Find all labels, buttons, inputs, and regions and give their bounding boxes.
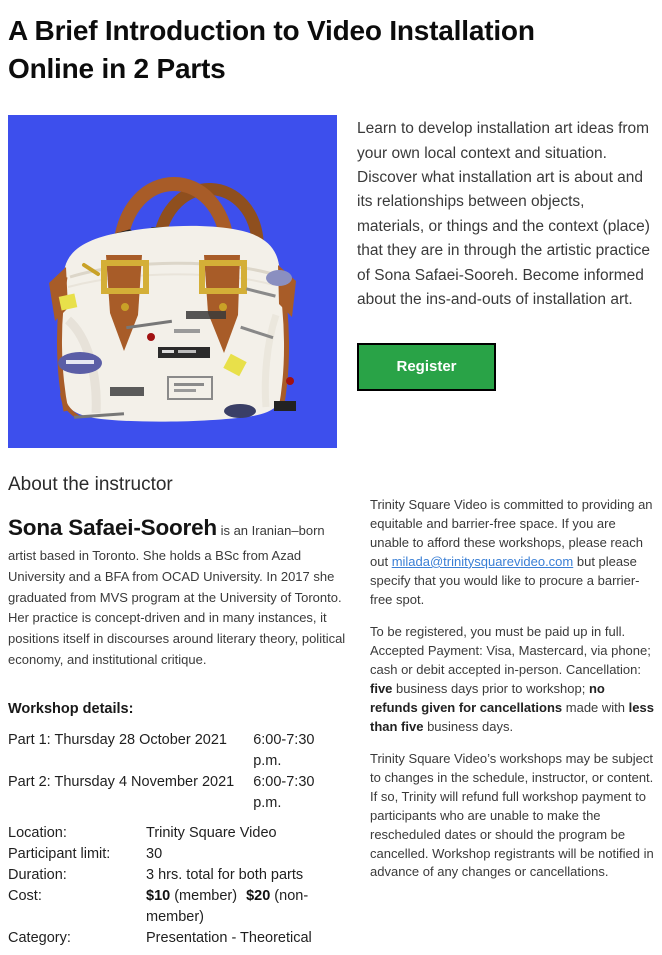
detail-label: Duration:: [8, 866, 67, 883]
part-time: 6:00-7:30 p.m.: [253, 731, 315, 769]
part-label: Part 2: Thursday 4 November 2021: [8, 773, 235, 790]
detail-row-cost: [8, 886, 346, 928]
detail-row-category: [8, 928, 346, 949]
detail-row-duration: [8, 865, 346, 886]
detail-label: Category:: [8, 929, 71, 946]
member-price: $10: [146, 887, 171, 904]
instructor-name: Sona Safaei-Sooreh: [8, 515, 217, 541]
detail-label: Cost:: [8, 887, 42, 904]
payment-policy-paragraph: [370, 623, 654, 737]
page-title-line1: A Brief Introduction to Video Installation: [8, 15, 535, 46]
hero-section: [8, 115, 654, 448]
detail-label: Location:: [8, 824, 67, 841]
hero-image: [8, 115, 337, 448]
instructor-column: [8, 474, 346, 949]
detail-value: Trinity Square Video: [146, 824, 277, 841]
nonmember-suffix: (non-member): [146, 887, 309, 925]
instructor-bio-text: is an Iranian–born artist based in Toronto. She holds a BSc from Azad University and a BFA from OCAD University. In 2017 she graduated from MVS program at the University of Toronto. Her practice is concept-driven and in many instances, it positions itself in discourses around literary theory, political economy, and institutional critique.: [8, 523, 346, 668]
policy-text: business days prior to workshop;: [392, 680, 589, 696]
detail-row-location: [8, 823, 346, 844]
workshop-description: Learn to develop installation art ideas from your own local context and situation. Discover what installation art is about and its relationships between objects, materials, or things and the context (place) that they are in through the artistic practice of Sona Safaei-Sooreh. Become informed about the ins-and-outs of installation art.: [357, 120, 650, 309]
policy-text: but please specify that you would like to procure a barrier-free spot.: [370, 553, 640, 607]
policy-bold-text: less than five: [370, 699, 654, 734]
policy-bold-text: no refunds given for cancellations: [370, 680, 605, 715]
detail-value: Presentation - Theoretical: [146, 929, 312, 946]
part-label: Part 1: Thursday 28 October 2021: [8, 731, 227, 748]
hero-description-column: [357, 115, 653, 448]
email-link[interactable]: milada@trinitysquarevideo.com: [391, 553, 574, 569]
part-row: [8, 730, 346, 772]
nonmember-price: $20: [246, 887, 271, 904]
detail-label: Participant limit:: [8, 845, 111, 862]
policy-bold-text: five: [370, 680, 393, 696]
workshop-parts: [8, 730, 346, 814]
details-section: [8, 474, 654, 949]
register-button[interactable]: Register: [357, 343, 496, 391]
part-time: 6:00-7:30 p.m.: [253, 773, 315, 811]
detail-value: 3 hrs. total for both parts: [146, 866, 304, 883]
policy-text: To be registered, you must be paid up in full. Accepted Payment: Visa, Mastercard, via phone; cash or debit accepted in-person. Cancellation:: [370, 623, 651, 677]
workshop-details-heading: Workshop details:: [8, 700, 134, 717]
policy-text: business days.: [423, 718, 514, 734]
policy-text: Trinity Square Video is committed to providing an equitable and barrier-free space. If you are unable to afford these workshops, please reach out: [370, 497, 653, 569]
accessibility-policy-paragraph: [370, 496, 654, 610]
detail-value: 30: [146, 845, 163, 862]
handbag-artwork-image: [8, 115, 337, 448]
page-title-line2: Online in 2 Parts: [8, 52, 226, 84]
policy-text: made with: [562, 699, 629, 715]
schedule-change-policy-paragraph: Trinity Square Video’s workshops may be subject to changes in the schedule, instructor, or content. If so, Trinity will refund full workshop payment to participants who are unable to make the rescheduled dates or should the program be cancelled. Workshop registrants will be notified in advance of any changes or cancellations.: [370, 750, 654, 880]
workshop-details-table: [8, 823, 346, 949]
policies-column: [370, 474, 654, 949]
about-instructor-heading: About the instructor: [8, 474, 173, 496]
detail-row-participant-limit: [8, 844, 346, 865]
member-suffix: (member): [170, 887, 238, 904]
part-row: [8, 772, 346, 814]
instructor-bio: [8, 510, 346, 671]
page-title: [8, 12, 654, 87]
detail-value-cost: [146, 886, 346, 928]
